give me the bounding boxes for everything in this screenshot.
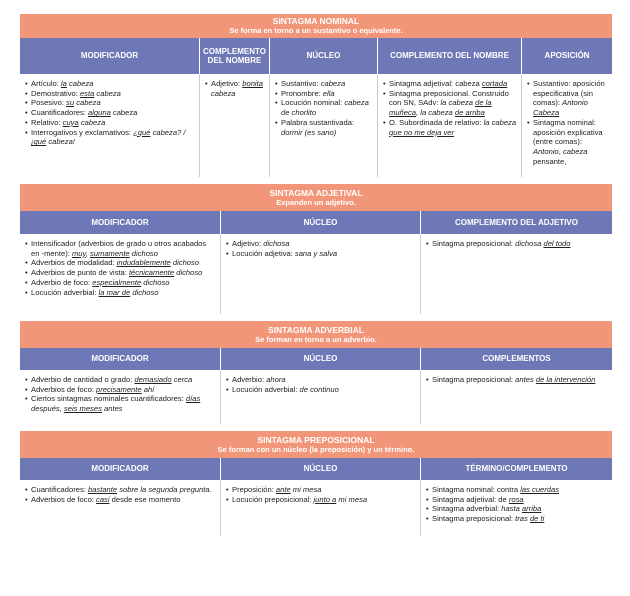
list-item: • Posesivo: su cabeza — [25, 98, 195, 108]
table-body — [20, 480, 612, 536]
column-header: TÉRMINO/COMPLEMENTO — [465, 464, 568, 474]
list-item: • Adjetivo: dichosa — [226, 239, 416, 249]
list-item: • Relativo: cuya cabeza — [25, 118, 195, 128]
list-item: • Locución adjetiva: sana y salva — [226, 249, 416, 259]
list-item: • Adverbios de foco: casi desde ese momento — [25, 495, 216, 505]
table-cell — [20, 370, 221, 424]
column-headers — [20, 458, 612, 480]
list-item: • Sintagma nominal: contra las cuerdas — [426, 485, 608, 495]
section-subtitle: Se forman con un núcleo (la preposición) y un término. — [217, 444, 415, 454]
table-sintagma-preposicional — [20, 431, 612, 536]
list-item: • Sintagma nominal: aposición explicativa (entre comas): Antonio, cabeza pensante, — [527, 118, 608, 167]
list-item: • Palabra sustantivada: dormir (es sano) — [275, 118, 373, 137]
list-item: • Preposición: ante mi mesa — [226, 485, 416, 495]
list-item: • Ciertos sintagmas nominales cuantificadores: días después, seis meses antes — [25, 394, 216, 413]
list-item: • Adverbios de punto de vista: técnicamente dichoso — [25, 268, 216, 278]
list-item: • Locución nominal: cabeza de chorlito — [275, 98, 373, 117]
list-item: • Sintagma preposicional: tras de ti — [426, 514, 608, 524]
list-item: • Pronombre: ella — [275, 89, 373, 99]
column-header: COMPLEMENTO DEL NOMBRE — [200, 38, 270, 74]
list-item: • Adverbio: ahora — [226, 375, 416, 385]
column-header: MODIFICADOR — [20, 211, 221, 234]
table-cell — [200, 74, 270, 177]
table-cell — [20, 480, 221, 536]
column-header: NÚCLEO — [221, 458, 421, 480]
table-cell — [522, 74, 612, 177]
list-item: • Sustantivo: cabeza — [275, 79, 373, 89]
list-item: • Locución adverbial: de continuo — [226, 385, 416, 395]
column-header: NÚCLEO — [270, 38, 378, 74]
section-title: SINTAGMA ADJETIVAL — [269, 188, 363, 198]
column-header: NÚCLEO — [221, 348, 421, 370]
table-cell — [421, 480, 612, 536]
column-header: MODIFICADOR — [20, 348, 221, 370]
column-header: MODIFICADOR — [20, 458, 221, 480]
list-item: • Adverbios de modalidad: indudablemente dichoso — [25, 258, 216, 268]
table-cell — [378, 74, 522, 177]
table-body — [20, 74, 612, 177]
column-header: APOSICIÓN — [544, 51, 590, 61]
section-title: SINTAGMA PREPOSICIONAL — [257, 435, 375, 445]
list-item: • Sintagma preposicional. Construido con SN, SAdv: la cabeza de la muñeca, la cabeza de arriba — [383, 89, 517, 118]
list-item: • Interrogativos y exclamativos: ¿qué cabeza? / ¡qué cabeza! — [25, 128, 195, 147]
list-item: • Sintagma adverbial: hasta arriba — [426, 504, 608, 514]
section-title: SINTAGMA ADVERBIAL — [267, 325, 364, 335]
list-item: • Sintagma adjetival: cabeza cortada — [383, 79, 517, 89]
list-item: • Adverbios de foco: precisamente ahí — [25, 385, 216, 395]
list-item: • Sintagma preposicional: antes de la intervención — [426, 375, 608, 385]
section-subtitle: Se forman en torno a un adverbio. — [255, 334, 377, 344]
list-item: • O. Subordinada de relativo: la cabeza que no me deja ver — [383, 118, 517, 137]
table-cell — [20, 74, 200, 177]
list-item: • Adjetivo: bonita cabeza — [205, 79, 265, 98]
table-sintagma-adverbial — [20, 321, 612, 424]
list-item: • Intensificador (adverbios de grado u otros acabados en -mente): muy, sumamente dichoso — [25, 239, 216, 258]
column-headers — [20, 348, 612, 370]
section-header — [20, 431, 612, 458]
list-item: • Locución adverbial: la mar de dichoso — [25, 288, 216, 298]
table-cell — [221, 234, 421, 314]
list-item: • Adverbio de cantidad o grado: demasiado cerca — [25, 375, 216, 385]
list-item: • Demostrativo: esta cabeza — [25, 89, 195, 99]
table-cell — [221, 370, 421, 424]
table-sintagma-nominal — [20, 14, 612, 177]
column-header: NÚCLEO — [221, 211, 421, 234]
table-cell — [421, 234, 612, 314]
list-item: • Sustantivo: aposición especificativa (sin comas): Antonio Cabeza — [527, 79, 608, 118]
column-headers — [20, 211, 612, 234]
table-body — [20, 234, 612, 314]
table-cell — [20, 234, 221, 314]
column-header: MODIFICADOR — [20, 38, 200, 74]
list-item: • Locución preposicional: junto a mi mesa — [226, 495, 416, 505]
list-item: • Adverbio de foco: especialmente dichoso — [25, 278, 216, 288]
section-header — [20, 184, 612, 211]
section-header — [20, 14, 612, 38]
list-item: • Sintagma adjetival: de rosa — [426, 495, 608, 505]
section-subtitle: Expanden un adjetivo. — [276, 197, 356, 207]
table-body — [20, 370, 612, 424]
list-item: • Artículo: la cabeza — [25, 79, 195, 89]
column-header: COMPLEMENTO DEL NOMBRE — [378, 38, 522, 74]
column-headers — [20, 38, 612, 74]
list-item: • Cuantificadores: bastante sobre la segunda pregunta. — [25, 485, 216, 495]
column-header: COMPLEMENTO DEL ADJETIVO — [455, 217, 578, 227]
column-header: COMPLEMENTOS — [482, 354, 551, 364]
section-title: SINTAGMA NOMINAL — [272, 16, 360, 26]
list-item: • Sintagma preposicional: dichosa del todo — [426, 239, 608, 249]
list-item: • Cuantificadores: alguna cabeza — [25, 108, 195, 118]
section-subtitle: Se forma en torno a un sustantivo o equivalente. — [229, 25, 403, 35]
table-sintagma-adjetival — [20, 184, 612, 314]
section-header — [20, 321, 612, 348]
table-cell — [221, 480, 421, 536]
table-cell — [270, 74, 378, 177]
table-cell — [421, 370, 612, 424]
